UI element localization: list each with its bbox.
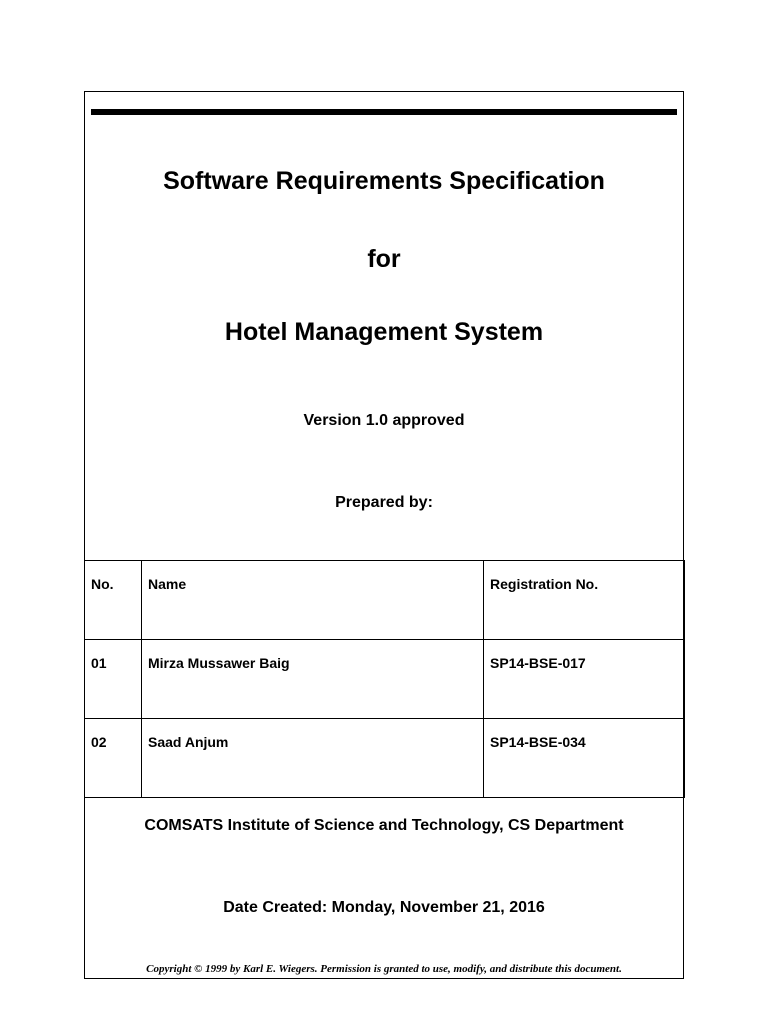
header-no: No. — [85, 561, 142, 640]
table-row — [85, 719, 685, 798]
table-row — [85, 640, 685, 719]
header-name: Name — [142, 561, 484, 640]
cell-no: 01 — [85, 640, 142, 719]
header-registration: Registration No. — [484, 561, 685, 640]
institution-label: COMSATS Institute of Science and Technology, CS Department — [144, 817, 624, 834]
cell-registration: SP14-BSE-034 — [484, 719, 685, 798]
cover-page-frame — [84, 91, 684, 979]
authors-table — [84, 560, 685, 798]
cell-name: Mirza Mussawer Baig — [142, 640, 484, 719]
prepared-by-label: Prepared by: — [335, 494, 433, 511]
cell-name: Saad Anjum — [142, 719, 484, 798]
document-title-for: for — [367, 245, 401, 273]
document-title: Software Requirements Specification — [163, 167, 605, 195]
copyright-notice: Copyright © 1999 by Karl E. Wiegers. Permission is granted to use, modify, and distribute this document. — [146, 963, 622, 975]
project-title: Hotel Management System — [224, 318, 544, 346]
cell-registration: SP14-BSE-017 — [484, 640, 685, 719]
table-header-row — [85, 561, 685, 640]
date-created-label: Date Created: Monday, November 21, 2016 — [223, 899, 545, 916]
top-rule — [91, 109, 677, 115]
version-label: Version 1.0 approved — [303, 412, 465, 429]
cell-no: 02 — [85, 719, 142, 798]
